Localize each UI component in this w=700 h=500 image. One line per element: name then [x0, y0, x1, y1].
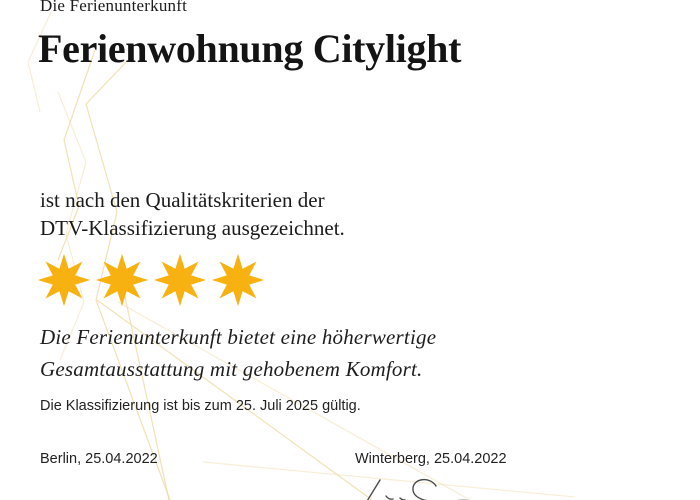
statement-line-2: DTV-Klassifizierung ausgezeichnet.	[40, 216, 345, 240]
dtv-star-icon	[210, 252, 266, 308]
certificate-intro: Die Ferienunterkunft	[40, 0, 188, 15]
place-date-winterberg: Winterberg, 25.04.2022	[355, 451, 507, 467]
validity-note: Die Klassifizierung ist bis zum 25. Juli 2025 gültig.	[40, 398, 361, 414]
accommodation-name: Ferienwohnung Citylight	[38, 26, 462, 71]
dtv-star-icon	[152, 252, 208, 308]
signature	[350, 472, 560, 500]
classification-description	[40, 321, 436, 385]
statement-line-1: ist nach den Qualitätskriterien der	[40, 188, 325, 212]
classification-statement	[40, 186, 345, 242]
place-date-berlin: Berlin, 25.04.2022	[40, 451, 158, 467]
dtv-star-icon	[36, 252, 92, 308]
description-line-1: Die Ferienunterkunft bietet eine höherwertige	[40, 325, 437, 349]
star-rating	[36, 252, 266, 308]
dtv-star-icon	[94, 252, 150, 308]
description-line-2: Gesamtausstattung mit gehobenem Komfort.	[40, 357, 423, 381]
